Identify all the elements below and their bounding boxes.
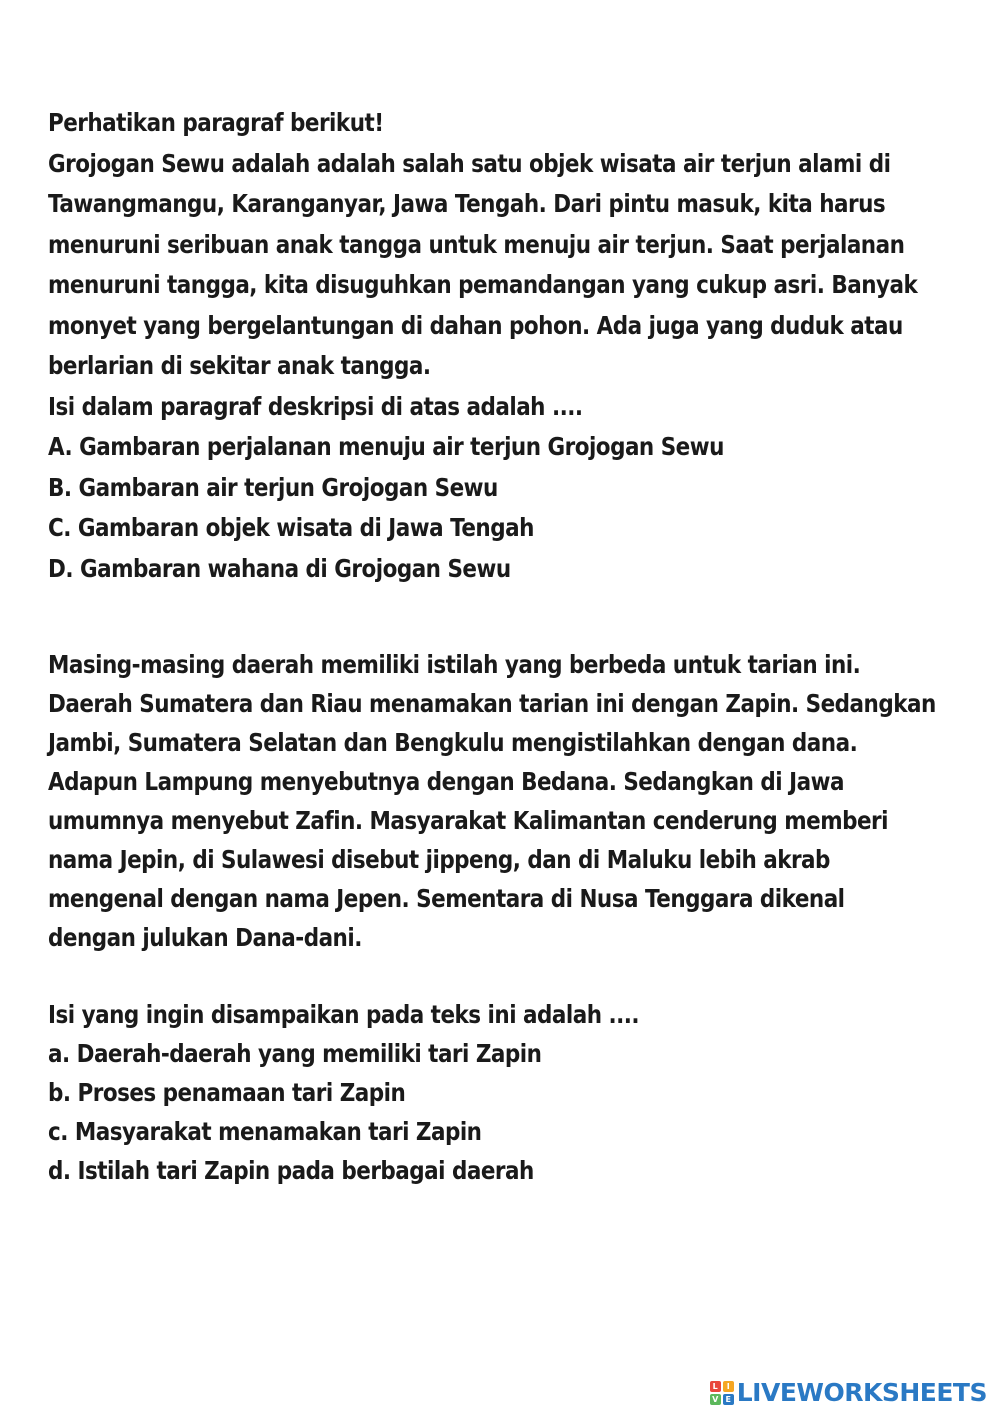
logo-cell: V <box>710 1394 721 1405</box>
option-a: a. Daerah-daerah yang memiliki tari Zapin <box>48 1039 542 1068</box>
option-c: c. Masyarakat menamakan tari Zapin <box>48 1117 482 1146</box>
paragraph-line: Adapun Lampung menyebutnya dengan Bedana. Sedangkan di Jawa <box>48 767 844 796</box>
paragraph-line: Daerah Sumatera dan Riau menamakan tarian ini dengan Zapin. Sedangkan <box>48 689 936 718</box>
option-a: A. Gambaran perjalanan menuju air terjun Grojogan Sewu <box>48 432 724 461</box>
logo-cell: I <box>723 1381 734 1392</box>
liveworksheets-logo-icon <box>710 1381 734 1405</box>
logo-cell: L <box>710 1381 721 1392</box>
instruction: Perhatikan paragraf berikut! <box>48 108 384 137</box>
paragraph-line: dengan julukan Dana-dani. <box>48 923 362 952</box>
paragraph-line: umumnya menyebut Zafin. Masyarakat Kalimantan cenderung memberi <box>48 806 888 835</box>
paragraph-line: Tawangmangu, Karanganyar, Jawa Tengah. Dari pintu masuk, kita harus <box>48 189 886 218</box>
paragraph-line: nama Jepin, di Sulawesi disebut jippeng, dan di Maluku lebih akrab <box>48 845 830 874</box>
paragraph-line: Masing-masing daerah memiliki istilah yang berbeda untuk tarian ini. <box>48 650 861 679</box>
option-b: B. Gambaran air terjun Grojogan Sewu <box>48 472 498 502</box>
question-prompt: Isi dalam paragraf deskripsi di atas adalah .... <box>48 391 583 421</box>
question-2 <box>48 645 968 1190</box>
logo-cell: E <box>723 1394 734 1405</box>
option-b: b. Proses penamaan tari Zapin <box>48 1078 406 1107</box>
paragraph-line: Jambi, Sumatera Selatan dan Bengkulu mengistilahkan dengan dana. <box>48 728 858 757</box>
option-c: C. Gambaran objek wisata di Jawa Tengah <box>48 513 534 542</box>
paragraph-line: monyet yang bergelantungan di dahan pohon. Ada juga yang duduk atau <box>48 310 903 340</box>
question-1 <box>48 103 968 589</box>
paragraph-line: Grojogan Sewu adalah adalah salah satu objek wisata air terjun alami di <box>48 148 891 178</box>
paragraph-line: berlarian di sekitar anak tangga. <box>48 351 431 380</box>
option-d: D. Gambaran wahana di Grojogan Sewu <box>48 553 511 583</box>
paragraph-line: mengenal dengan nama Jepen. Sementara di Nusa Tenggara dikenal <box>48 884 845 913</box>
watermark-text: LIVEWORKSHEETS <box>736 1378 987 1407</box>
worksheet-page <box>48 103 968 1190</box>
liveworksheets-watermark <box>710 1378 987 1407</box>
paragraph-line: menuruni seribuan anak tangga untuk menuju air terjun. Saat perjalanan <box>48 229 905 259</box>
option-d: d. Istilah tari Zapin pada berbagai daerah <box>48 1156 534 1185</box>
question-prompt: Isi yang ingin disampaikan pada teks ini adalah .... <box>48 1000 640 1029</box>
paragraph-line: menuruni tangga, kita disuguhkan pemandangan yang cukup asri. Banyak <box>48 270 918 299</box>
